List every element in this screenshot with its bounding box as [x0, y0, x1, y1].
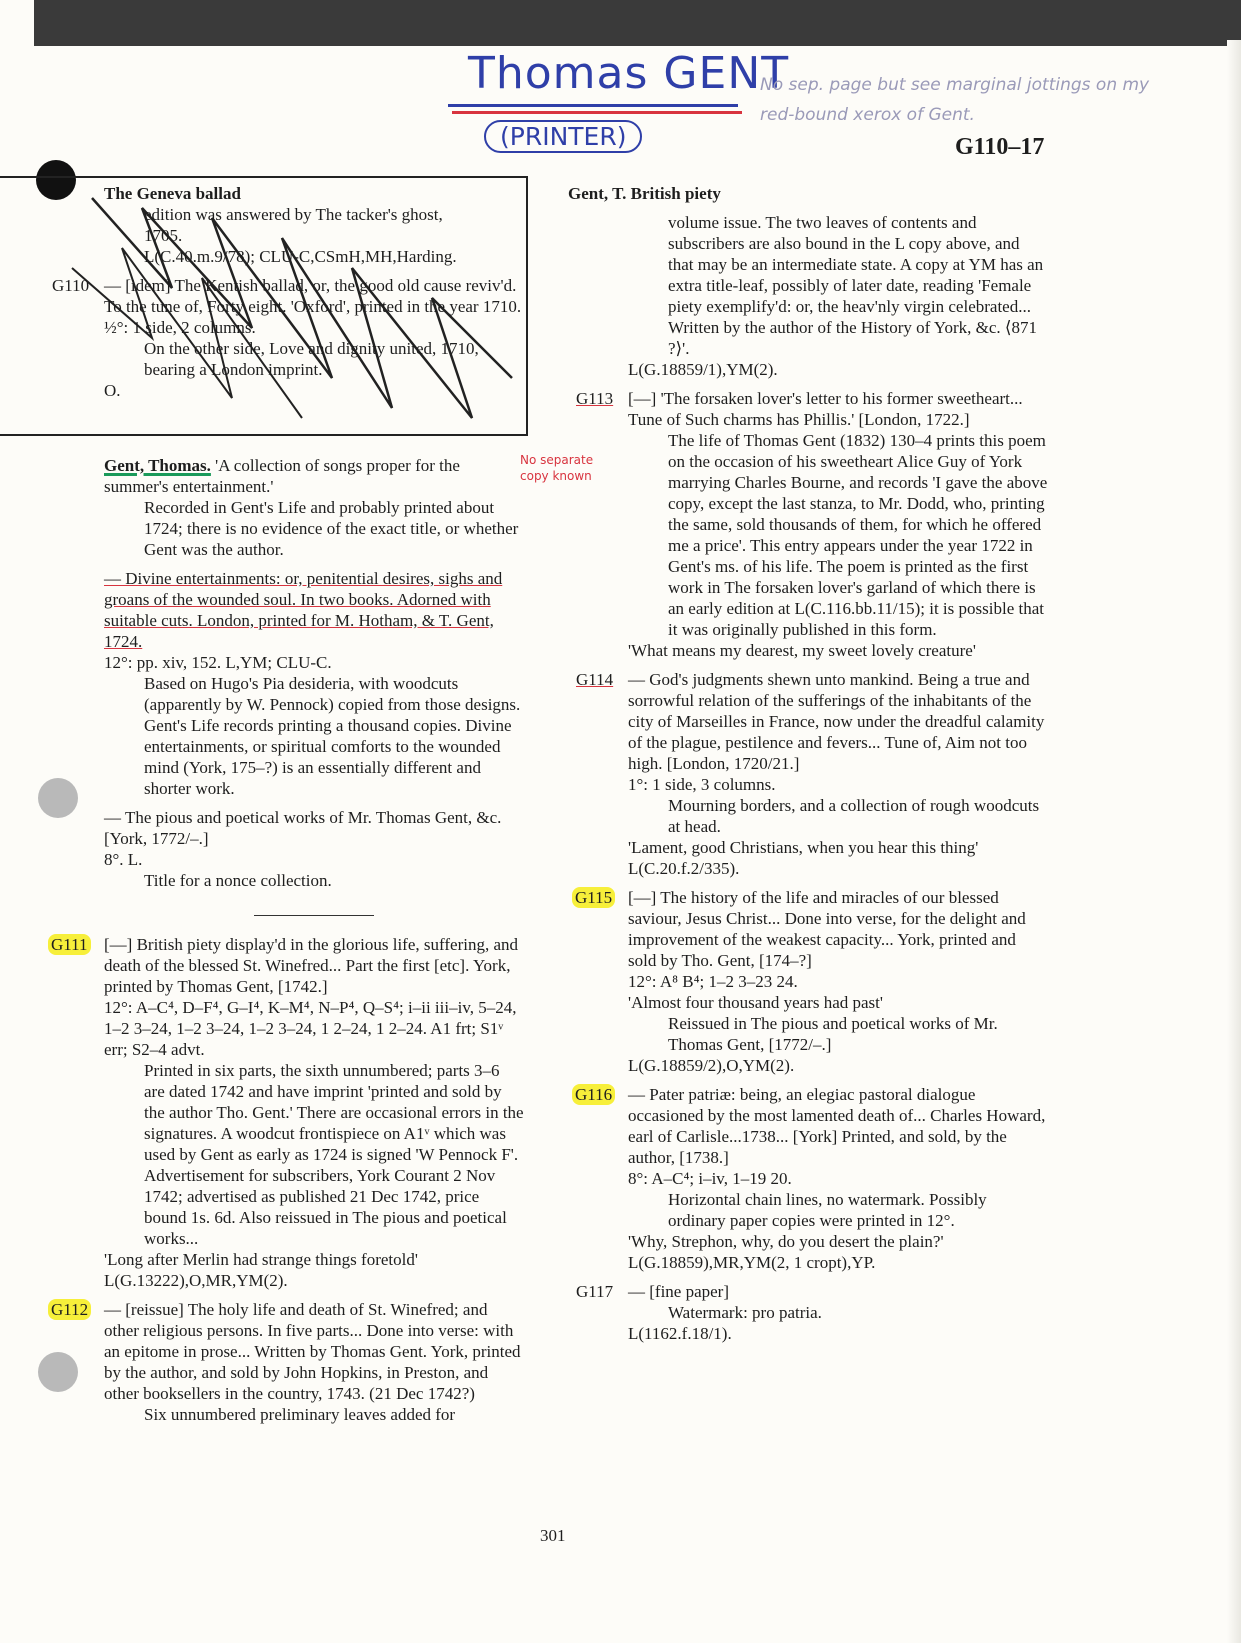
author-heading: Gent, Thomas. — [104, 456, 211, 475]
entry-title: [—] The history of the life and miracles of our blessed saviour, Jesus Christ... Done into verse, for the delight and improvement of the weakest capacity... York, printed and sold by Tho. Gent, [174–?] — [628, 888, 1026, 970]
entry-gent-songs — [104, 455, 524, 560]
entry-number: G115 — [572, 887, 615, 908]
entry-divine-entertainments — [104, 568, 524, 799]
entry-location: L(G.18859/2),O,YM(2). — [628, 1056, 795, 1075]
entry-location: O. — [104, 381, 121, 400]
entry-format: 8°. L. — [104, 850, 143, 869]
entry-note: Mourning borders, and a collection of rough woodcuts at head. — [668, 796, 1040, 836]
entry-note: Horizontal chain lines, no watermark. Possibly ordinary paper copies were printed in 12°. — [668, 1190, 987, 1230]
entry-title: 'A collection of songs proper for the summer's entertainment.' — [104, 456, 460, 496]
punch-hole-bottom — [38, 1352, 78, 1392]
entry-location: L(1162.f.18/1). — [628, 1324, 732, 1343]
entry-note: Watermark: pro patria. — [668, 1303, 822, 1322]
entry-format: 12°: A⁸ B⁴; 1–2 3–23 24. — [628, 972, 798, 991]
entry-title: — Divine entertainments: or, penitential desires, sighs and groans of the wounded soul. In two books. Adorned with suitable cuts. London, printed for M. Hotham, & T. Gent, 1724. — [104, 569, 503, 651]
entry-g116 — [575, 1084, 1048, 1273]
entry-number: G114 — [576, 670, 614, 689]
scan-top-band — [34, 0, 1241, 46]
page-reference: G110–17 — [955, 134, 1045, 160]
handwritten-note: No sep. page but see marginal jottings on my red-bound xerox of Gent. — [760, 75, 1150, 125]
first-line: 'Long after Merlin had strange things foretold' — [104, 1250, 418, 1269]
title-underline-red — [452, 111, 742, 114]
crossed-line: L(C.40.m.9/78); CLU-C,CSmH,MH,Harding. — [144, 247, 457, 266]
entry-g115 — [575, 887, 1048, 1076]
crossed-heading: The Geneva ballad — [104, 184, 241, 203]
entry-title: — God's judgments shewn unto mankind. Being a true and sorrowful relation of the sufferings of the inhabitants of the city of Marseilles in France, now under the dreadful calamity of the plague, pestilence and fevers... Tune of, Aim not too high. [London, 1720/21.] — [628, 670, 1045, 773]
entry-number: G113 — [576, 389, 614, 408]
entry-title: — [reissue] The holy life and death of St. Winefred; and other religious persons. In five parts... Done into verse: with an epitome in prose... Written by Thomas Gent. York, printed by the author, and sold by John Hopkins, in Preston, and other booksellers in the country, 1743. (21 Dec 1742?) — [104, 1300, 521, 1403]
entry-location: L(C.20.f.2/335). — [628, 859, 740, 878]
entry-g117 — [576, 1281, 1048, 1344]
entry-pious-works — [104, 807, 524, 891]
crossed-entry — [52, 183, 524, 435]
entry-format: 8°: A–C⁴; i–iv, 1–19 20. — [628, 1169, 792, 1188]
first-line: 'Almost four thousand years had past' — [628, 993, 883, 1012]
punch-hole-middle — [38, 778, 78, 818]
handwritten-subtitle: (PRINTER) — [484, 120, 642, 153]
first-line: 'What means my dearest, my sweet lovely creature' — [628, 641, 976, 660]
entry-note: On the other side, Love and dignity united, 1710, bearing a London imprint. — [144, 339, 479, 379]
right-column — [568, 183, 1048, 1344]
crossed-line: 1705. — [144, 226, 183, 245]
entry-number: G116 — [572, 1084, 615, 1105]
left-column — [51, 183, 524, 1425]
entry-g114 — [576, 669, 1048, 879]
entry-note: volume issue. The two leaves of contents and subscribers are also bound in the L copy above, and that may be an intermediate state. A copy at YM has an extra title-leaf, possibly of later date, reading 'Female piety exemplify'd: or, the heav'nly virgin celebrated... Written by the author of the History of York, &c. ⟨871 ?⟩'. — [668, 213, 1044, 358]
entry-location: L(G.18859),MR,YM(2, 1 cropt),YP. — [628, 1253, 876, 1272]
entry-note: Six unnumbered preliminary leaves added for — [144, 1405, 456, 1424]
crossed-line: edition was answered by The tacker's ghost, — [144, 205, 443, 224]
entry-location: L(G.13222),O,MR,YM(2). — [104, 1271, 288, 1290]
entry-number: G112 — [48, 1299, 91, 1320]
entry-number: G111 — [48, 934, 91, 955]
page-edge-shadow — [1227, 40, 1241, 1643]
margin-note: No separate copy known — [520, 453, 594, 483]
entry-title: — The pious and poetical works of Mr. Thomas Gent, &c. [York, 1772/–.] — [104, 808, 502, 848]
entry-location: L(G.18859/1),YM(2). — [628, 360, 778, 379]
entry-note: The life of Thomas Gent (1832) 130–4 prints this poem on the occasion of his sweetheart Alice Guy of York marrying Charles Bourne, and records 'I gave the above copy, except the last stanza, to Mr. Dodd, who, printing the same, sold thousands of them, for which he offered me a price'. This entry appears under the year 1722 in Gent's ms. of his life. The poem is printed as the first work in The forsaken lover's garland of which there is an early edition at L(C.116.bb.11/15); it is possible that it was originally published in this form. — [668, 431, 1048, 639]
first-line: 'Lament, good Christians, when you hear this thing' — [628, 838, 979, 857]
section-rule — [254, 915, 374, 916]
page-number: 301 — [540, 1526, 566, 1545]
handwritten-title: Thomas GENT — [468, 48, 790, 99]
entry-note: Title for a nonce collection. — [144, 871, 332, 890]
entry-format: ½°: 1 side, 2 columns. — [104, 318, 256, 337]
entry-title: [—] British piety display'd in the glorious life, suffering, and death of the blessed St. Winefred... Part the first [etc]. York, printed by Thomas Gent, [1742.] — [104, 935, 518, 996]
entry-number: G117 — [576, 1282, 614, 1301]
entry-note: Printed in six parts, the sixth unnumbered; parts 3–6 are dated 1742 and have imprint 'printed and sold by the author Tho. Gent.' There are occasional errors in the signatures. A woodcut frontispiece on A1ᵛ which was used by Gent as early as 1724 is signed 'W Pennock F'. Advertisement for subscribers, York Courant 2 Nov 1742; advertised as published 21 Dec 1742, price bound 1s. 6d. Also reissued in The pious and poetical works... — [144, 1061, 524, 1248]
entry-note: Based on Hugo's Pia desideria, with woodcuts (apparently by W. Pennock) copied from those designs. Gent's Life records printing a thousand copies. Divine entertainments, or spiritual comforts to the wounded mind (York, 175–?) is an essentially different and shorter work. — [144, 674, 521, 798]
entry-title: [—] 'The forsaken lover's letter to his former sweetheart... Tune of Such charms has Phillis.' [London, 1722.] — [628, 389, 1023, 429]
entry-g111 — [51, 934, 524, 1291]
entry-title: — [fine paper] — [628, 1282, 730, 1301]
title-underline-blue — [448, 104, 738, 107]
entry-g112 — [51, 1299, 524, 1425]
running-head: Gent, T. British piety — [568, 184, 721, 203]
entry-g113 — [576, 388, 1048, 661]
entry-note: Recorded in Gent's Life and probably printed about 1724; there is no evidence of the exact title, or whether Gent was the author. — [144, 498, 519, 559]
entry-number: G110 — [52, 276, 90, 295]
entry-title: — Pater patriæ: being, an elegiac pastoral dialogue occasioned by the most lamented death of... Charles Howard, earl of Carlisle...1738... [York] Printed, and sold, by the author, [1738.] — [628, 1085, 1046, 1167]
first-line: 'Why, Strephon, why, do you desert the plain?' — [628, 1232, 944, 1251]
entry-title: — [idem] The Kentish ballad, or, the good old cause reviv'd. To the tune of, Forty eight. 'Oxford', printed in the year 1710. — [104, 276, 522, 316]
entry-format: 1°: 1 side, 3 columns. — [628, 775, 776, 794]
entry-format: 12°: A–C⁴, D–F⁴, G–I⁴, K–M⁴, N–P⁴, Q–S⁴; i–ii iii–iv, 5–24, 1–2 3–24, 1–2 3–24, 1–2 3–24, 1 2–24, 1 2–24. A1 frt; S1ᵛ err; S2–4 advt. — [104, 998, 517, 1059]
entry-note: Reissued in The pious and poetical works of Mr. Thomas Gent, [1772/–.] — [668, 1014, 998, 1054]
entry-format: 12°: pp. xiv, 152. L,YM; CLU-C. — [104, 653, 332, 672]
entry-continuation — [628, 212, 1048, 380]
